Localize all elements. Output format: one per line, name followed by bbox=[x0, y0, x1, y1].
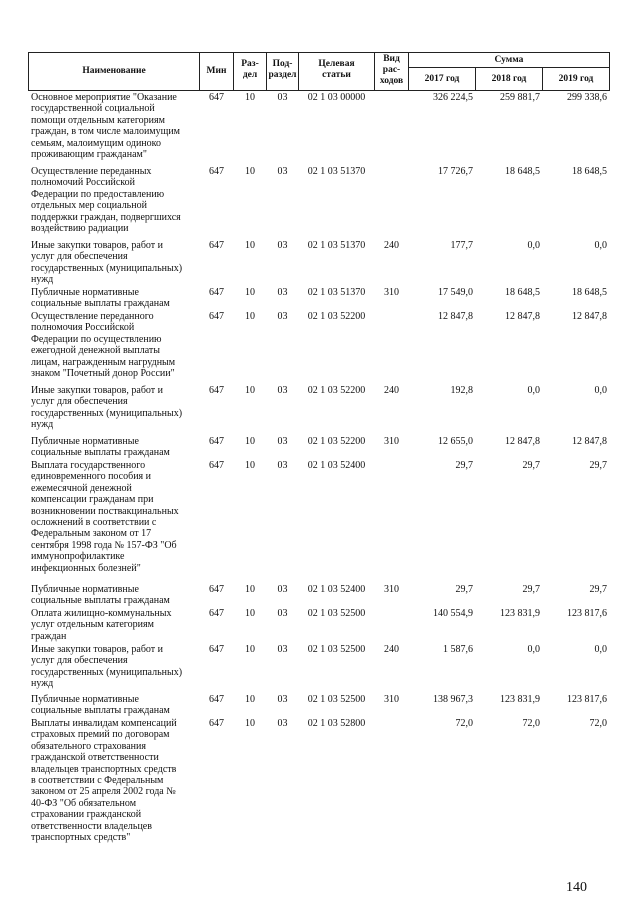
header-podrazdel: Под- раздел bbox=[268, 59, 297, 80]
cell-vr: 240 bbox=[384, 644, 399, 655]
cell-rz: 10 bbox=[245, 166, 255, 177]
cell-rz: 10 bbox=[245, 436, 255, 447]
cell-s2019: 18 648,5 bbox=[572, 287, 607, 298]
cell-rz: 10 bbox=[245, 385, 255, 396]
cell-vr: 310 bbox=[384, 436, 399, 447]
cell-name: Оплата жилищно-коммунальных услуг отдельным категориям граждан bbox=[31, 608, 172, 642]
header-summa: Сумма bbox=[494, 55, 524, 65]
cell-vr: 310 bbox=[384, 584, 399, 595]
cell-name: Публичные нормативные социальные выплаты гражданам bbox=[31, 287, 170, 310]
cell-cs: 02 1 03 52400 bbox=[307, 460, 366, 471]
cell-s2019: 0,0 bbox=[594, 385, 607, 396]
cell-s2018: 259 881,7 bbox=[500, 92, 540, 103]
page-number: 140 bbox=[566, 880, 587, 895]
cell-s2019: 18 648,5 bbox=[572, 166, 607, 177]
cell-min: 647 bbox=[209, 92, 224, 103]
cell-s2017: 192,8 bbox=[450, 385, 473, 396]
cell-pr: 03 bbox=[277, 240, 288, 251]
cell-pr: 03 bbox=[277, 694, 288, 705]
cell-pr: 03 bbox=[277, 644, 288, 655]
cell-min: 647 bbox=[209, 436, 224, 447]
cell-s2018: 0,0 bbox=[527, 385, 540, 396]
cell-rz: 10 bbox=[245, 718, 255, 729]
cell-s2019: 72,0 bbox=[589, 718, 607, 729]
cell-s2019: 29,7 bbox=[589, 460, 607, 471]
cell-s2019: 0,0 bbox=[594, 240, 607, 251]
cell-cs: 02 1 03 52400 bbox=[307, 584, 366, 595]
sum-header-divider bbox=[408, 67, 610, 68]
cell-name: Основное мероприятие "Оказание государственной социальной помощи отдельным категориям граждан, в том числе малоимущим семьям, малоимущим одиноко проживающим гражданам" bbox=[31, 92, 181, 161]
cell-cs: 02 1 03 52200 bbox=[307, 385, 366, 396]
cell-s2018: 0,0 bbox=[527, 644, 540, 655]
cell-s2017: 1 587,6 bbox=[443, 644, 473, 655]
header-min: Мин bbox=[206, 66, 227, 76]
cell-cs: 02 1 03 00000 bbox=[307, 92, 366, 103]
cell-pr: 03 bbox=[277, 436, 288, 447]
cell-s2017: 140 554,9 bbox=[433, 608, 473, 619]
header-tselevaya: Целевая статьи bbox=[318, 59, 355, 80]
cell-min: 647 bbox=[209, 644, 224, 655]
cell-pr: 03 bbox=[277, 718, 288, 729]
cell-pr: 03 bbox=[277, 608, 288, 619]
cell-min: 647 bbox=[209, 287, 224, 298]
cell-name: Иные закупки товаров, работ и услуг для обеспечения государственных (муниципальных) нужд bbox=[31, 644, 183, 690]
cell-rz: 10 bbox=[245, 287, 255, 298]
cell-name: Публичные нормативные социальные выплаты гражданам bbox=[31, 694, 170, 717]
cell-cs: 02 1 03 52500 bbox=[307, 608, 366, 619]
cell-min: 647 bbox=[209, 608, 224, 619]
cell-pr: 03 bbox=[277, 287, 288, 298]
cell-pr: 03 bbox=[277, 92, 288, 103]
cell-name: Иные закупки товаров, работ и услуг для обеспечения государственных (муниципальных) нужд bbox=[31, 385, 183, 431]
cell-min: 647 bbox=[209, 385, 224, 396]
cell-min: 647 bbox=[209, 460, 224, 471]
cell-min: 647 bbox=[209, 166, 224, 177]
cell-s2017: 177,7 bbox=[450, 240, 473, 251]
cell-s2019: 299 338,6 bbox=[567, 92, 607, 103]
cell-s2018: 123 831,9 bbox=[500, 694, 540, 705]
cell-cs: 02 1 03 51370 bbox=[307, 166, 366, 177]
header-2017: 2017 год bbox=[424, 74, 460, 84]
cell-rz: 10 bbox=[245, 92, 255, 103]
cell-s2018: 12 847,8 bbox=[505, 436, 540, 447]
header-name: Наименование bbox=[82, 66, 146, 76]
cell-s2018: 72,0 bbox=[522, 718, 540, 729]
cell-s2017: 138 967,3 bbox=[433, 694, 473, 705]
cell-rz: 10 bbox=[245, 584, 255, 595]
cell-cs: 02 1 03 52200 bbox=[307, 311, 366, 322]
table-top-border bbox=[28, 52, 610, 53]
cell-s2019: 123 817,6 bbox=[567, 694, 607, 705]
cell-rz: 10 bbox=[245, 694, 255, 705]
cell-s2018: 18 648,5 bbox=[505, 287, 540, 298]
cell-min: 647 bbox=[209, 584, 224, 595]
cell-s2018: 0,0 bbox=[527, 240, 540, 251]
cell-cs: 02 1 03 52800 bbox=[307, 718, 366, 729]
cell-s2019: 123 817,6 bbox=[567, 608, 607, 619]
cell-min: 647 bbox=[209, 311, 224, 322]
cell-s2017: 72,0 bbox=[455, 718, 473, 729]
cell-name: Иные закупки товаров, работ и услуг для обеспечения государственных (муниципальных) нужд bbox=[31, 240, 183, 286]
cell-rz: 10 bbox=[245, 608, 255, 619]
cell-s2018: 29,7 bbox=[522, 584, 540, 595]
cell-name: Выплата государственного единовременного пособия и ежемесячной денежной компенсации гражданам при возникновении поствакцинальных осложнений в соответствии с Федеральным законом от 17 сентября 1998 года № 157-ФЗ "Об иммунопрофилактике инфекционных болезней" bbox=[31, 460, 179, 574]
table-right-border bbox=[609, 52, 610, 91]
cell-name: Публичные нормативные социальные выплаты гражданам bbox=[31, 436, 170, 459]
cell-pr: 03 bbox=[277, 166, 288, 177]
cell-s2019: 12 847,8 bbox=[572, 311, 607, 322]
header-2018: 2018 год bbox=[491, 74, 527, 84]
cell-s2017: 17 726,7 bbox=[438, 166, 473, 177]
cell-s2017: 12 847,8 bbox=[438, 311, 473, 322]
cell-min: 647 bbox=[209, 718, 224, 729]
cell-s2019: 0,0 bbox=[594, 644, 607, 655]
cell-s2017: 29,7 bbox=[455, 584, 473, 595]
cell-s2018: 12 847,8 bbox=[505, 311, 540, 322]
cell-pr: 03 bbox=[277, 584, 288, 595]
cell-name: Осуществление переданного полномочия Российской Федерации по осуществлению ежегодной денежной выплаты лицам, награжденным нагрудным знаком "Почетный донор России" bbox=[31, 311, 176, 380]
cell-vr: 240 bbox=[384, 385, 399, 396]
cell-cs: 02 1 03 51370 bbox=[307, 287, 366, 298]
cell-s2018: 29,7 bbox=[522, 460, 540, 471]
cell-vr: 240 bbox=[384, 240, 399, 251]
cell-pr: 03 bbox=[277, 311, 288, 322]
cell-s2017: 17 549,0 bbox=[438, 287, 473, 298]
cell-pr: 03 bbox=[277, 460, 288, 471]
cell-s2018: 123 831,9 bbox=[500, 608, 540, 619]
cell-cs: 02 1 03 52200 bbox=[307, 436, 366, 447]
cell-s2019: 12 847,8 bbox=[572, 436, 607, 447]
cell-name: Осуществление переданных полномочий Российской Федерации по предоставлению отдельных мер социальной поддержки граждан, подвергшихся воздействию радиации bbox=[31, 166, 181, 235]
header-bottom-border bbox=[28, 90, 610, 91]
cell-s2017: 29,7 bbox=[455, 460, 473, 471]
cell-rz: 10 bbox=[245, 311, 255, 322]
cell-cs: 02 1 03 52500 bbox=[307, 694, 366, 705]
cell-cs: 02 1 03 51370 bbox=[307, 240, 366, 251]
cell-name: Выплаты инвалидам компенсаций страховых премий по договорам обязательного страхования гражданской ответственности владельцев транспортных средств в соответствии с Федеральным законом от 25 апреля 2002 года № 40-ФЗ "Об обязательном страховании гражданской ответственности владельцев транспортных средств" bbox=[31, 718, 177, 844]
cell-s2017: 326 224,5 bbox=[433, 92, 473, 103]
cell-pr: 03 bbox=[277, 385, 288, 396]
cell-vr: 310 bbox=[384, 694, 399, 705]
cell-min: 647 bbox=[209, 240, 224, 251]
header-razdel: Раз- дел bbox=[241, 59, 259, 80]
cell-s2017: 12 655,0 bbox=[438, 436, 473, 447]
header-2019: 2019 год bbox=[558, 74, 594, 84]
cell-rz: 10 bbox=[245, 460, 255, 471]
cell-vr: 310 bbox=[384, 287, 399, 298]
cell-s2019: 29,7 bbox=[589, 584, 607, 595]
header-vid: Вид рас- ходов bbox=[379, 54, 404, 86]
cell-name: Публичные нормативные социальные выплаты гражданам bbox=[31, 584, 170, 607]
cell-min: 647 bbox=[209, 694, 224, 705]
cell-s2018: 18 648,5 bbox=[505, 166, 540, 177]
cell-cs: 02 1 03 52500 bbox=[307, 644, 366, 655]
cell-rz: 10 bbox=[245, 644, 255, 655]
cell-rz: 10 bbox=[245, 240, 255, 251]
